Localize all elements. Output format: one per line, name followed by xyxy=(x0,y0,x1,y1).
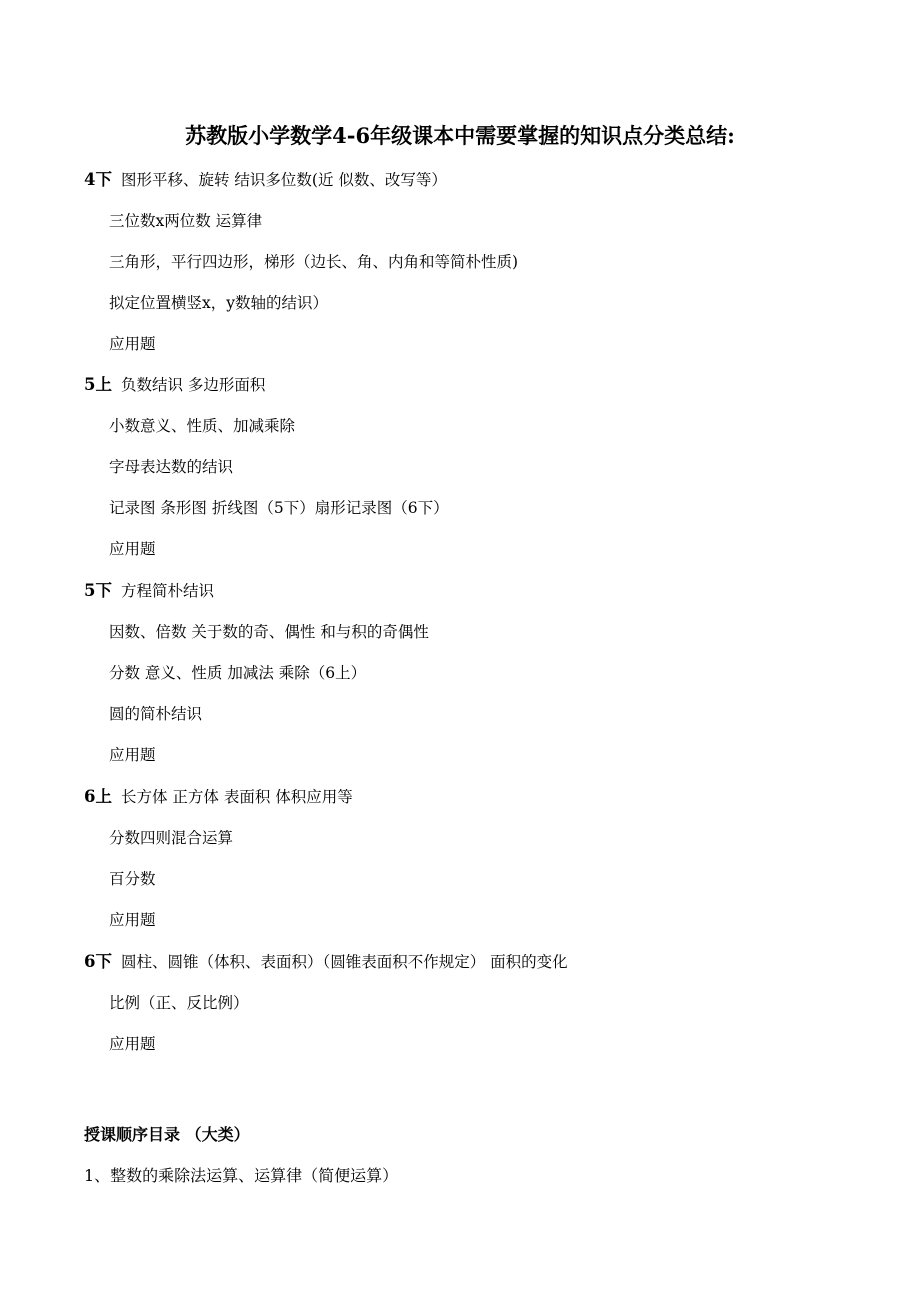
section-heading: 授课顺序目录 （大类） xyxy=(84,1125,250,1144)
grade-topic: 负数结识 多边形面积 xyxy=(120,376,266,394)
list-item: 三角形，平行四边形，梯形（边长、角、内角和等简朴性质) xyxy=(109,253,519,271)
grade-line-4-down xyxy=(84,169,447,191)
list-item: 百分数 xyxy=(109,870,156,888)
numbered-item: 1、整数的乘除法运算、运算律（简便运算） xyxy=(84,1166,399,1185)
grade-label: 4下 xyxy=(84,170,112,189)
grade-line-6-down xyxy=(84,951,568,973)
list-item: 三位数x两位数 运算律 xyxy=(109,212,263,230)
list-item: 小数意义、性质、加减乘除 xyxy=(109,417,296,435)
list-item: 比例（正、反比例） xyxy=(109,994,249,1012)
grade-topic: 长方体 正方体 表面积 体积应用等 xyxy=(120,788,353,806)
list-item: 应用题 xyxy=(109,746,156,764)
grade-label: 6上 xyxy=(84,787,112,806)
page-title: 苏教版小学数学4-6年级课本中需要掌握的知识点分类总结: xyxy=(185,123,735,148)
grade-topic: 图形平移、旋转 结识多位数(近 似数、改写等） xyxy=(120,171,447,189)
list-item: 应用题 xyxy=(109,911,156,929)
list-item: 应用题 xyxy=(109,335,156,353)
list-item: 应用题 xyxy=(109,1035,156,1053)
list-item: 圆的简朴结识 xyxy=(109,705,203,723)
grade-label: 6下 xyxy=(84,952,112,971)
grade-label: 5下 xyxy=(84,581,112,600)
list-item: 分数四则混合运算 xyxy=(109,829,234,847)
list-item: 应用题 xyxy=(109,540,156,558)
grade-topic: 方程简朴结识 xyxy=(120,582,214,600)
list-item: 因数、倍数 关于数的奇、偶性 和与积的奇偶性 xyxy=(109,623,429,641)
grade-topic: 圆柱、圆锥（体积、表面积）（圆锥表面积不作规定） 面积的变化 xyxy=(120,953,568,971)
grade-line-5-up xyxy=(84,374,265,396)
grade-line-6-up xyxy=(84,786,353,808)
list-item: 记录图 条形图 折线图（5下）扇形记录图（6下） xyxy=(109,499,449,517)
list-item: 分数 意义、性质 加减法 乘除（6上） xyxy=(109,664,367,682)
list-item: 字母表达数的结识 xyxy=(109,458,234,476)
grade-line-5-down xyxy=(84,580,214,602)
list-item: 拟定位置横竖x，y数轴的结识） xyxy=(109,294,328,312)
grade-label: 5上 xyxy=(84,375,112,394)
